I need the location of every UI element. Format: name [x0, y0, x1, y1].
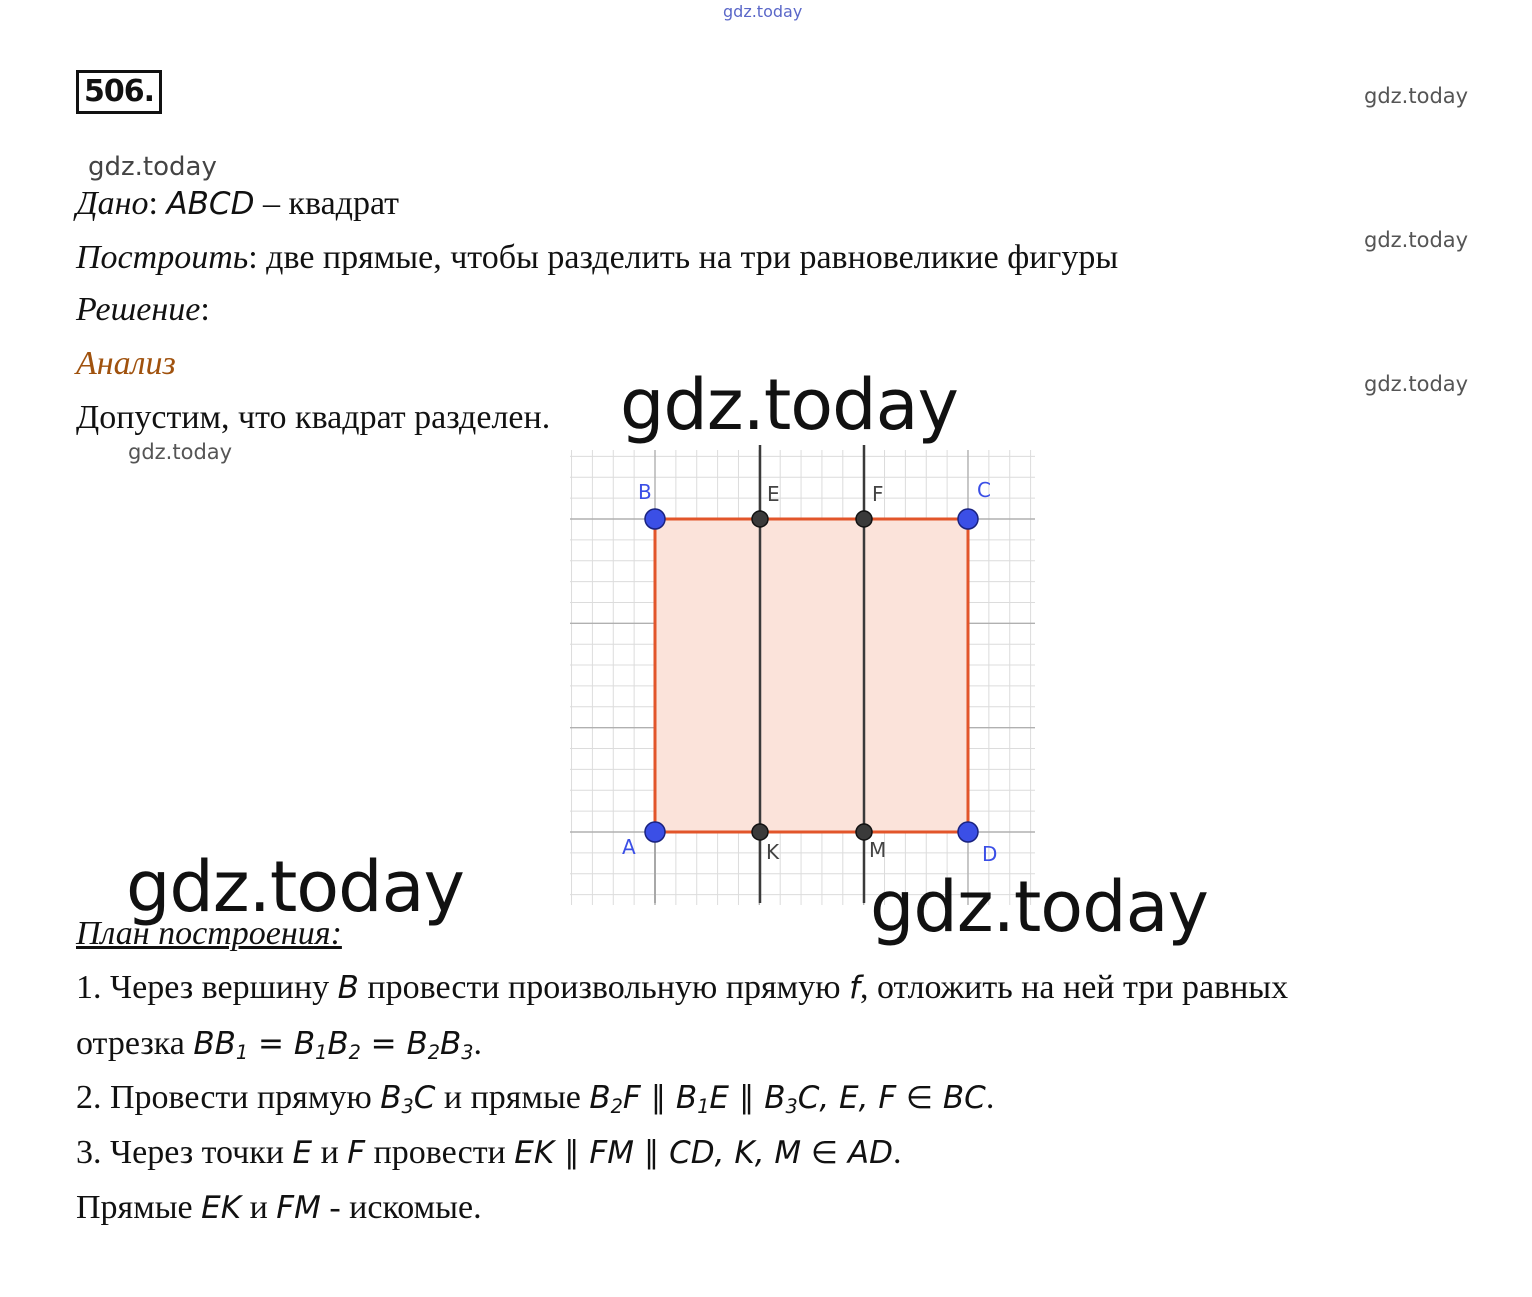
- given-colon: :: [148, 185, 158, 222]
- conclusion-var-fm: FM: [276, 1190, 321, 1226]
- square-fill: [655, 519, 968, 832]
- given-object: ABCD: [166, 186, 255, 222]
- plan-step-1: [76, 968, 1288, 1008]
- step3-var-f: F: [347, 1135, 366, 1171]
- vertex-d: [958, 822, 978, 842]
- vertex-a: [645, 822, 665, 842]
- watermark-big-1: gdz.today: [620, 364, 958, 446]
- square-diagram: [565, 445, 1040, 910]
- step1-end: .: [473, 1025, 482, 1062]
- conclusion-text-c: - искомые.: [320, 1189, 482, 1226]
- label-e: E: [767, 482, 780, 506]
- vertex-b: [645, 509, 665, 529]
- problem-number: 506.: [76, 70, 162, 114]
- point-k: [752, 824, 768, 840]
- conclusion-text-b: и: [241, 1189, 277, 1226]
- given-text: – квадрат: [254, 185, 400, 222]
- step2-end: .: [985, 1079, 995, 1116]
- step1-var-f: f: [849, 970, 860, 1006]
- step1-text-a: 1. Через вершину: [76, 969, 338, 1006]
- label-c: C: [977, 478, 991, 502]
- solution-label: Решение: [76, 291, 201, 328]
- step2-line: $B_3C$: [380, 1080, 436, 1118]
- conclusion-text-a: Прямые: [76, 1189, 202, 1226]
- step1-text-c: , отложить на ней три равных: [860, 969, 1289, 1006]
- watermark-big-2: gdz.today: [126, 846, 464, 928]
- step3-var-e: E: [292, 1135, 313, 1171]
- step3-expr: EK ∥ FM ∥ CD, K, M ∈ AD: [514, 1135, 893, 1171]
- label-d: D: [982, 842, 998, 866]
- watermark-left: gdz.today: [88, 152, 217, 182]
- step3-text-a: 3. Через точки: [76, 1134, 293, 1171]
- watermark-big-3: gdz.today: [870, 866, 1208, 948]
- step3-text-b: и: [312, 1134, 348, 1171]
- construct-label: Построить: [76, 239, 249, 276]
- assumption-text: Допустим, что квадрат разделен.: [76, 399, 551, 436]
- label-m: M: [869, 838, 887, 862]
- label-f: F: [872, 482, 884, 506]
- step1-text-d: отрезка: [76, 1025, 194, 1062]
- point-e: [752, 511, 768, 527]
- label-a: A: [622, 835, 636, 859]
- given-label: Дано: [76, 185, 149, 222]
- solution-line: [76, 290, 210, 330]
- plan-title: План построения:: [76, 915, 342, 952]
- given-line: [76, 184, 399, 224]
- plan-step-1-cont: [76, 1024, 482, 1073]
- plan-step-3: [76, 1133, 901, 1173]
- watermark-top: gdz.today: [723, 2, 803, 21]
- watermark-right-3: gdz.today: [1364, 372, 1469, 396]
- step1-var-b: B: [337, 970, 359, 1006]
- conclusion: [76, 1188, 482, 1228]
- step1-text-b: провести произвольную прямую: [358, 969, 850, 1006]
- step2-text-a: 2. Провести прямую: [76, 1079, 381, 1116]
- watermark-right-1: gdz.today: [1364, 84, 1469, 108]
- analysis-heading: Анализ: [76, 345, 176, 382]
- label-k: K: [766, 840, 780, 864]
- plan-step-2: [76, 1078, 994, 1127]
- point-f: [856, 511, 872, 527]
- solution-colon: :: [200, 291, 210, 328]
- step3-end: .: [892, 1134, 902, 1171]
- step2-text-b: и прямые: [435, 1079, 590, 1116]
- watermark-left-small: gdz.today: [128, 440, 233, 464]
- step3-text-c: провести: [365, 1134, 515, 1171]
- step2-parallels: $B_2F$ ∥ $B_1E$ ∥ $B_3C$, E, F ∈ BC: [589, 1080, 986, 1118]
- conclusion-var-ek: EK: [201, 1190, 242, 1226]
- watermark-right-2: gdz.today: [1364, 228, 1469, 252]
- construct-line: [76, 238, 1118, 278]
- step1-segments: $BB_1 = B_1B_2 = B_2B_3$: [193, 1026, 474, 1064]
- label-b: B: [638, 480, 652, 504]
- vertex-c: [958, 509, 978, 529]
- construct-text: : две прямые, чтобы разделить на три равновеликие фигуры: [248, 239, 1119, 276]
